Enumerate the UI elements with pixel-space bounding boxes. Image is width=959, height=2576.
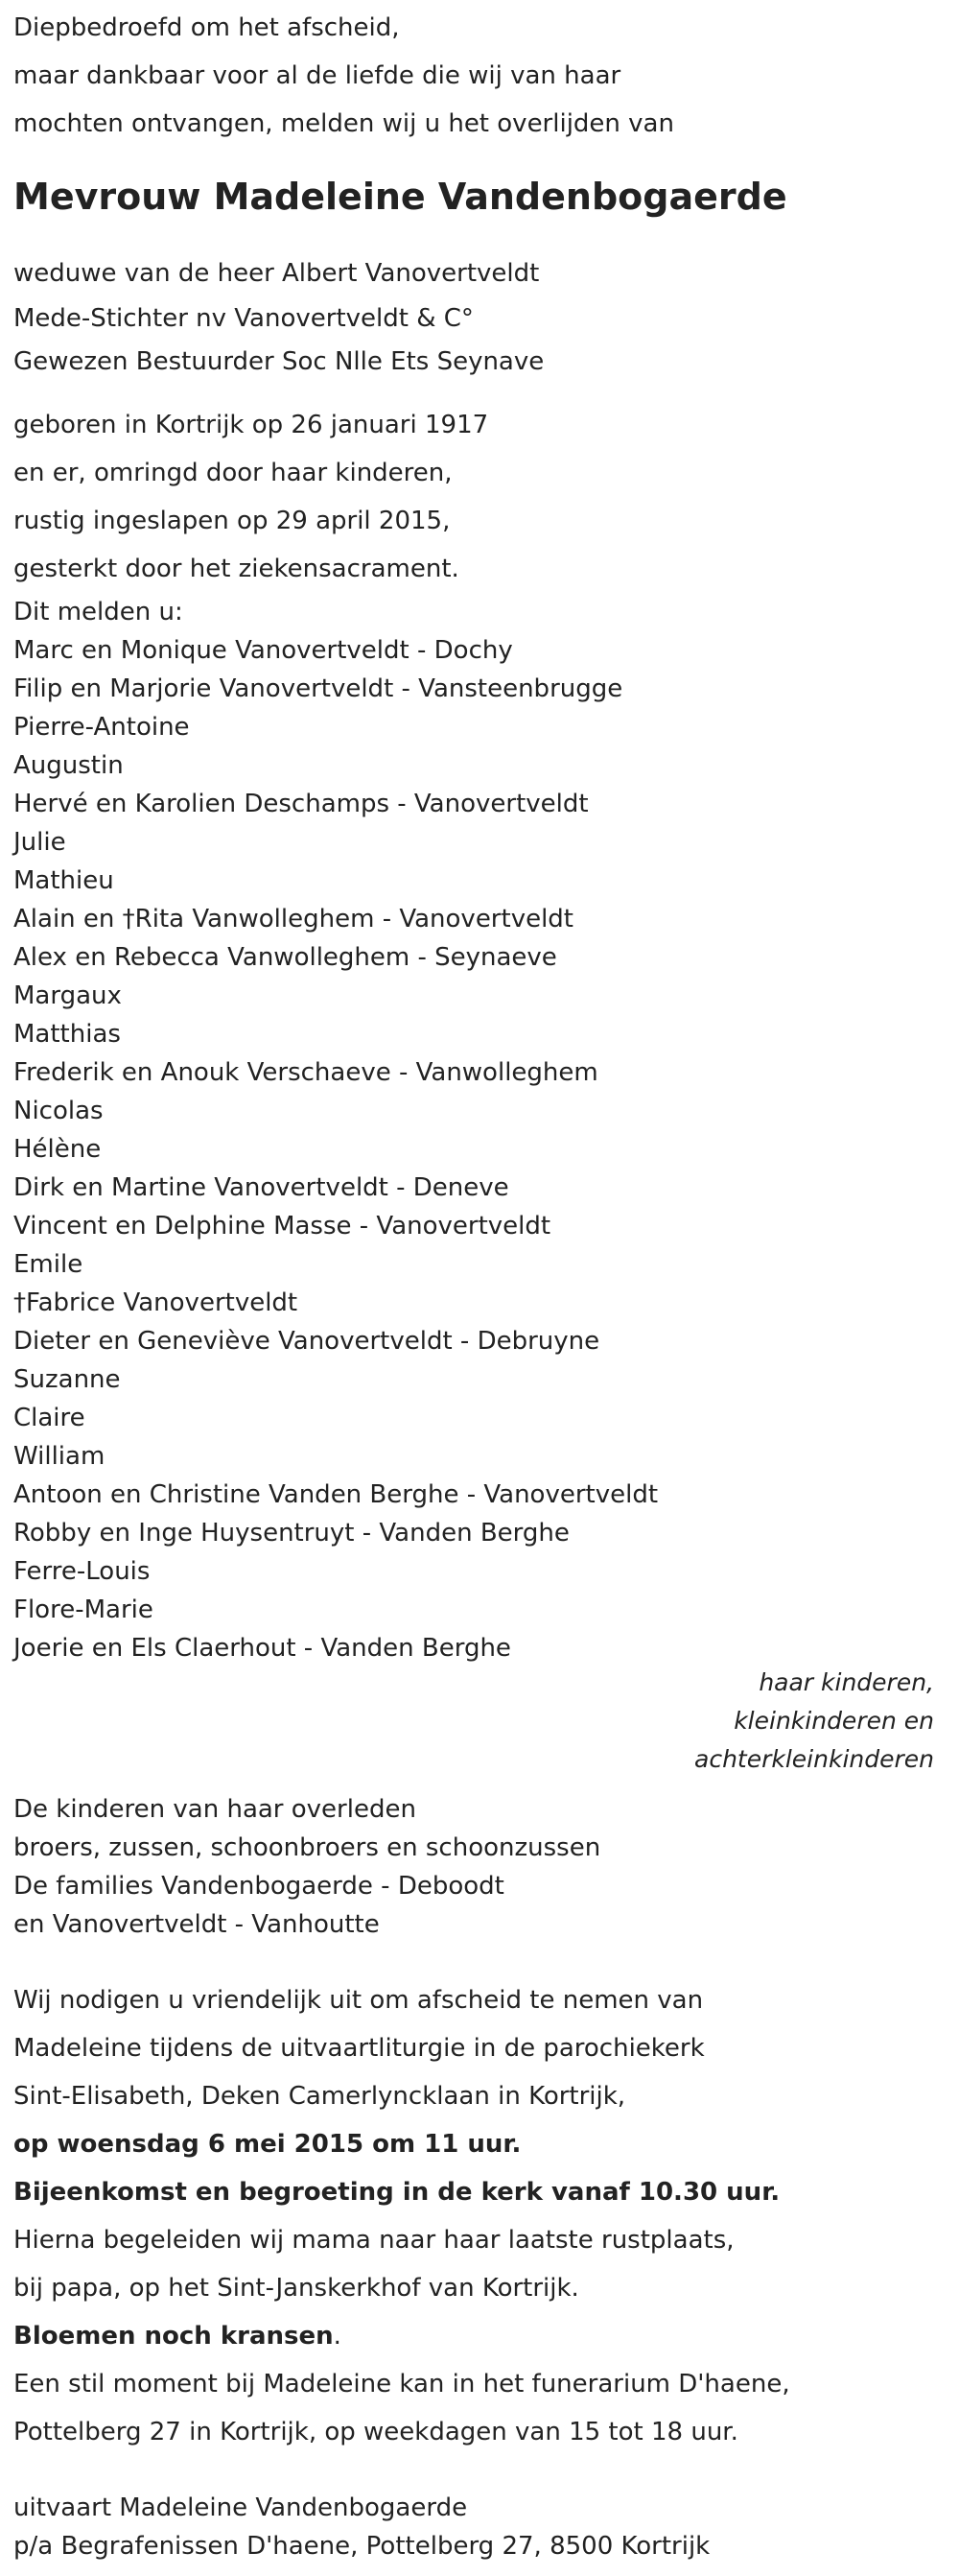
relation-line: kleinkinderen en <box>734 1707 934 1735</box>
description-line: weduwe van de heer Albert Vanovertveldt <box>13 259 540 288</box>
family-list-item: Ferre-Louis <box>13 1557 151 1586</box>
family-list-item: Dirk en Martine Vanovertveldt - Deneve <box>13 1173 509 1202</box>
family-list-item: Emile <box>13 1250 83 1279</box>
relatives-list <box>13 1790 946 1944</box>
family-list-item: Julie <box>13 828 66 857</box>
intro-line: mochten ontvangen, melden wij u het overlijden van <box>13 109 674 138</box>
family-list-item: Dieter en Geneviève Vanovertveldt - Debruyne <box>13 1327 600 1356</box>
family-list-item: Claire <box>13 1404 85 1432</box>
family-list-item: Alex en Rebecca Vanwolleghem - Seynaeve <box>13 943 557 972</box>
relatives-line: en Vanovertveldt - Vanhoutte <box>13 1910 380 1939</box>
family-list-item: Nicolas <box>13 1097 104 1125</box>
dates-line: geboren in Kortrijk op 26 januari 1917 <box>13 411 489 439</box>
family-list-item: Joerie en Els Claerhout - Vanden Berghe <box>13 1634 511 1663</box>
family-list-item: Marc en Monique Vanovertveldt - Dochy <box>13 636 513 665</box>
family-list-item: Matthias <box>13 1020 121 1049</box>
ceremony-line: Sint-Elisabeth, Deken Camerlyncklaan in Kortrijk, <box>13 2082 626 2111</box>
family-list-item: Dit melden u: <box>13 598 183 626</box>
family-list-item: William <box>13 1442 105 1471</box>
ceremony-details <box>13 1976 946 2456</box>
family-list-item: Flore-Marie <box>13 1595 153 1624</box>
relation-caption <box>13 1664 946 1779</box>
family-list-item: Suzanne <box>13 1365 121 1394</box>
intro-line: maar dankbaar voor al de liefde die wij van haar <box>13 61 621 90</box>
family-list-item: Margaux <box>13 981 122 1010</box>
ceremony-line: Een stil moment bij Madeleine kan in het funerarium D'haene, <box>13 2370 790 2399</box>
family-list-item: Vincent en Delphine Masse - Vanovertveldt <box>13 1212 551 1241</box>
address-line: p/a Begrafenissen D'haene, Pottelberg 27, 8500 Kortrijk <box>13 2532 711 2561</box>
intro-text <box>13 0 946 148</box>
family-list-item: Pierre-Antoine <box>13 713 190 742</box>
ceremony-line: Wij nodigen u vriendelijk uit om afscheid te nemen van <box>13 1986 704 2015</box>
relatives-line: broers, zussen, schoonbroers en schoonzussen <box>13 1833 601 1862</box>
flowers-note-period: . <box>333 2322 341 2351</box>
dates-line: rustig ingeslapen op 29 april 2015, <box>13 507 451 535</box>
relatives-line: De kinderen van haar overleden <box>13 1795 416 1824</box>
relation-line: haar kinderen, <box>759 1668 934 1696</box>
family-list <box>13 593 946 1667</box>
birth-death-details <box>13 401 946 593</box>
family-list-item: Mathieu <box>13 866 114 895</box>
family-list-item: Frederik en Anouk Verschaeve - Vanwolleghem <box>13 1058 598 1087</box>
correspondence-address <box>13 2489 946 2565</box>
deceased-name: Mevrouw Madeleine Vandenbogaerde <box>13 176 787 218</box>
family-list-item: Hervé en Karolien Deschamps - Vanovertveldt <box>13 790 589 818</box>
address-line: uitvaart Madeleine Vandenbogaerde <box>13 2493 468 2522</box>
ceremony-line: Madeleine tijdens de uitvaartliturgie in de parochiekerk <box>13 2034 705 2063</box>
ceremony-line: Hierna begeleiden wij mama naar haar laatste rustplaats, <box>13 2226 735 2255</box>
family-list-item: Hélène <box>13 1135 102 1164</box>
intro-line: Diepbedroefd om het afscheid, <box>13 13 400 42</box>
family-list-item: Filip en Marjorie Vanovertveldt - Vansteenbrugge <box>13 674 623 703</box>
family-list-item: Robby en Inge Huysentruyt - Vanden Berghe <box>13 1519 570 1548</box>
ceremony-date: op woensdag 6 mei 2015 om 11 uur. <box>13 2130 522 2159</box>
ceremony-line: Pottelberg 27 in Kortrijk, op weekdagen van 15 tot 18 uur. <box>13 2418 738 2446</box>
family-list-item: Antoon en Christine Vanden Berghe - Vanovertveldt <box>13 1480 659 1509</box>
relation-line: achterkleinkinderen <box>694 1745 934 1773</box>
description-line: Mede-Stichter nv Vanovertveldt & C° <box>13 304 474 333</box>
relatives-line: De families Vandenbogaerde - Deboodt <box>13 1872 504 1901</box>
flowers-note <box>13 2312 946 2360</box>
family-list-item: Alain en †Rita Vanwolleghem - Vanovertveldt <box>13 905 573 934</box>
family-list-item: †Fabrice Vanovertveldt <box>13 1288 298 1317</box>
dates-line: en er, omringd door haar kinderen, <box>13 459 453 487</box>
description <box>13 249 946 384</box>
dates-line: gesterkt door het ziekensacrament. <box>13 555 459 583</box>
ceremony-line: bij papa, op het Sint-Janskerkhof van Kortrijk. <box>13 2274 579 2303</box>
ceremony-gathering: Bijeenkomst en begroeting in de kerk vanaf 10.30 uur. <box>13 2178 781 2207</box>
family-list-item: Augustin <box>13 751 124 780</box>
description-line: Gewezen Bestuurder Soc Nlle Ets Seynave <box>13 347 545 376</box>
flowers-note-bold: Bloemen noch kransen <box>13 2322 334 2351</box>
